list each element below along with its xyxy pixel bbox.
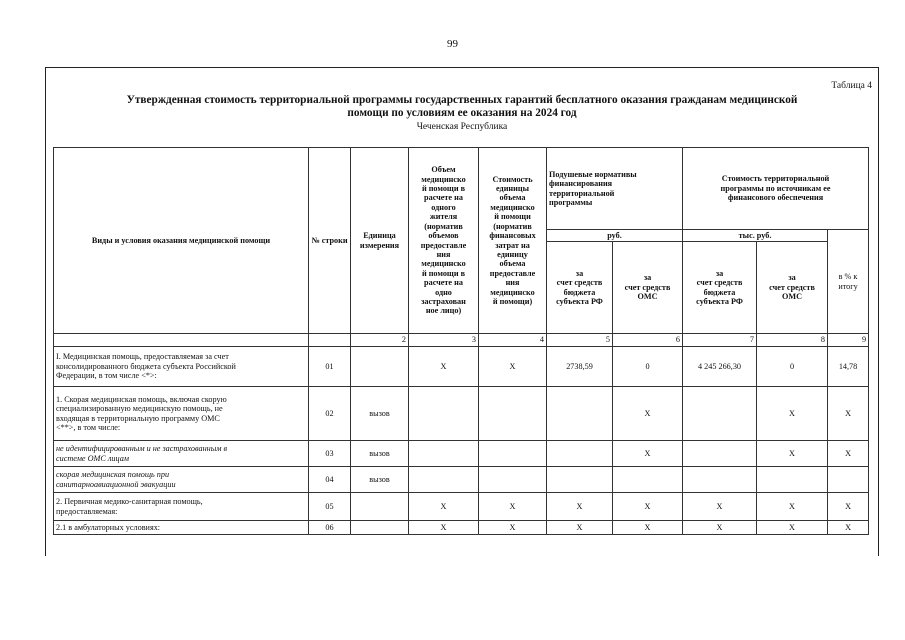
column-number-row [54, 334, 869, 347]
value-cell [683, 467, 757, 493]
header-oms-rub [613, 242, 683, 334]
column-number-cell: 4 [479, 334, 547, 347]
column-number-cell: 3 [409, 334, 479, 347]
row-label-line: 1. Скорая медицинская помощь, включая скорую [56, 394, 227, 404]
budget-thous-header-line: за [715, 268, 724, 278]
row-label-line: <**>, в том числе: [56, 422, 121, 432]
program-cost-header-line: программы по источникам ее [720, 183, 831, 193]
table-label: Таблица 4 [831, 81, 872, 91]
value-cell: X [479, 493, 547, 521]
header-oms-thous [757, 242, 828, 334]
program-cost-header-line: Стоимость территориальной [721, 174, 830, 184]
value-cell: X [613, 387, 683, 441]
value-cell: X [828, 493, 869, 521]
column-number-cell: 5 [547, 334, 613, 347]
oms-thous-header-line: за [788, 273, 796, 283]
unit-cost-header-line: й помощи) [492, 296, 533, 306]
value-cell: X [757, 521, 828, 535]
value-cell: 0 [757, 347, 828, 387]
cost-table [53, 147, 869, 535]
value-cell [479, 441, 547, 467]
column-number-cell: 6 [613, 334, 683, 347]
row-label-line: скорая медицинская помощь при [56, 470, 170, 480]
row-label-line: 2.1 в амбулаторных условиях: [56, 522, 161, 532]
volume-header-line: расчете на [424, 278, 463, 288]
value-cell: X [613, 521, 683, 535]
value-cell [613, 467, 683, 493]
row-label-line: системе ОМС лицам [56, 453, 130, 463]
unit-cost-header-line: единицы [496, 184, 529, 194]
volume-header-line: Объем [431, 165, 456, 175]
volume-header-line: одно [435, 287, 452, 297]
value-cell [409, 441, 479, 467]
table-row [54, 493, 869, 521]
budget-rub-header-line: за [575, 268, 584, 278]
header-program-cost-group [683, 148, 869, 230]
budget-thous-header-line: субъекта РФ [696, 296, 743, 306]
column-number-cell: 9 [828, 334, 869, 347]
program-cost-header-line: финансового обеспечения [727, 193, 824, 203]
unit-cost-header-line: предоставле [489, 268, 536, 278]
volume-header-line: застрахован [421, 296, 466, 306]
value-cell: X [409, 347, 479, 387]
value-cell: 0 [613, 347, 683, 387]
unit-cell [351, 347, 409, 387]
table-row [54, 521, 869, 535]
budget-rub-header-line: бюджета [563, 287, 596, 297]
row-label [54, 521, 309, 535]
page-number: 99 [447, 38, 458, 50]
table-row [54, 387, 869, 441]
value-cell [547, 387, 613, 441]
row-label-line: входящая в территориальную программу ОМС [56, 413, 220, 423]
row-label [54, 347, 309, 387]
oms-rub-header-line: счет средств [624, 282, 671, 292]
value-cell [683, 441, 757, 467]
value-cell: X [828, 521, 869, 535]
value-cell: 2738,59 [547, 347, 613, 387]
value-cell: 14,78 [828, 347, 869, 387]
unit-cell: вызов [351, 467, 409, 493]
value-cell: X [683, 493, 757, 521]
value-cell [547, 441, 613, 467]
unit-cost-header-line: медицинско [490, 287, 535, 297]
row-label-line: I. Медицинская помощь, предоставляемая за счет [56, 352, 229, 362]
volume-header-line: расчете на [424, 193, 463, 203]
value-cell: 4 245 266,30 [683, 347, 757, 387]
region-name: Чеченская Республика [416, 122, 508, 132]
column-number-cell [54, 334, 309, 347]
row-label [54, 387, 309, 441]
per-capita-header-line: программы [549, 197, 593, 207]
header-kinds: Виды и условия оказания медицинской помощи [54, 148, 309, 334]
volume-header-line: объемов [428, 231, 459, 241]
value-cell: X [479, 347, 547, 387]
budget-thous-header-line: счет средств [696, 278, 743, 288]
value-cell: X [613, 441, 683, 467]
value-cell: X [613, 493, 683, 521]
volume-header-line: ния [436, 249, 451, 259]
value-cell: X [479, 521, 547, 535]
volume-header-line: й помощи в [421, 184, 466, 194]
table-row [54, 347, 869, 387]
header-budget-thous [683, 242, 757, 334]
value-cell: X [409, 493, 479, 521]
row-number-cell: 02 [309, 387, 351, 441]
document-title [46, 94, 878, 120]
budget-thous-header-line: бюджета [703, 287, 736, 297]
row-label-line: не идентифицированным и не застрахованным в [56, 444, 228, 454]
oms-rub-header-line: за [643, 273, 652, 283]
value-cell: X [757, 441, 828, 467]
volume-header-line: жителя [429, 212, 458, 222]
volume-header-line: й помощи в [421, 268, 466, 278]
value-cell: X [757, 387, 828, 441]
row-label-line: 2. Первичная медико-санитарная помощь, [56, 497, 203, 507]
row-label-line: специализированную медицинскую помощь, не [56, 404, 223, 414]
unit-cost-header-line: объема [499, 259, 526, 269]
unit-cost-header-line: финансовых [489, 231, 536, 241]
table-row [54, 467, 869, 493]
header-unit-rub: руб. [547, 230, 683, 242]
document-frame [45, 67, 879, 556]
row-label [54, 493, 309, 521]
value-cell [409, 387, 479, 441]
volume-header-line: медицинско [421, 174, 466, 184]
column-number-cell: 2 [351, 334, 409, 347]
value-cell: X [547, 493, 613, 521]
per-capita-header-line: финансирования [549, 179, 613, 189]
unit-cell [351, 521, 409, 535]
row-number-cell: 03 [309, 441, 351, 467]
value-cell: X [757, 493, 828, 521]
percent-header-line: итогу [838, 281, 858, 291]
percent-header-line: в % к [838, 272, 858, 282]
row-label-line: предоставляемая: [56, 506, 118, 516]
value-cell: X [828, 441, 869, 467]
column-number-cell [309, 334, 351, 347]
oms-thous-header-line: счет средств [769, 282, 815, 292]
row-label [54, 467, 309, 493]
budget-rub-header-line: счет средств [556, 278, 603, 288]
row-label-line: консолидированного бюджета субъекта Российской [56, 361, 236, 371]
unit-cell: вызов [351, 441, 409, 467]
per-capita-header-line: Подушевые нормативы [549, 169, 637, 179]
row-number-cell: 04 [309, 467, 351, 493]
value-cell [757, 467, 828, 493]
unit-cost-header-line: ния [505, 278, 520, 288]
volume-header-line: предоставле [420, 240, 467, 250]
header-unit-thous-rub: тыс. руб. [683, 230, 828, 242]
volume-header-line: медицинско [421, 259, 466, 269]
unit-cost-header-line: Стоимость [492, 174, 533, 184]
row-number-cell: 01 [309, 347, 351, 387]
value-cell [479, 467, 547, 493]
unit-cost-header-line: (норматив [493, 221, 532, 231]
value-cell: X [683, 521, 757, 535]
volume-header-line: ное лицо) [425, 306, 462, 316]
row-number-cell: 05 [309, 493, 351, 521]
unit-cell [351, 493, 409, 521]
value-cell: X [547, 521, 613, 535]
unit-cost-header-line: й помощи [494, 212, 531, 222]
per-capita-header-line: территориальной [549, 188, 615, 198]
header-unit-cost [479, 148, 547, 334]
table-row [54, 441, 869, 467]
oms-thous-header-line: ОМС [782, 292, 803, 302]
budget-rub-header-line: субъекта РФ [556, 296, 603, 306]
header-per-capita-group [547, 148, 683, 230]
unit-cost-header-line: затрат на [495, 240, 530, 250]
row-label-line: санитарноавиационной эвакуации [56, 479, 176, 489]
row-label-line: Федерации, в том числе <*>: [56, 371, 157, 381]
row-number-cell: 06 [309, 521, 351, 535]
header-percent [828, 230, 869, 334]
column-number-cell: 7 [683, 334, 757, 347]
header-budget-rub [547, 242, 613, 334]
unit-cell: вызов [351, 387, 409, 441]
column-number-cell: 8 [757, 334, 828, 347]
table-body [54, 347, 869, 535]
value-cell [828, 467, 869, 493]
title-line-1: Утвержденная стоимость территориальной программы государственных гарантий бесплатного оказания гражданам медицинской [126, 94, 798, 106]
unit-cost-header-line: единицу [497, 249, 528, 259]
header-unit: Единица измерения [351, 148, 409, 334]
row-label [54, 441, 309, 467]
value-cell [547, 467, 613, 493]
volume-header-line: (норматив [424, 221, 463, 231]
unit-cost-header-line: объема [499, 193, 526, 203]
unit-cost-header-line: медицинско [490, 202, 535, 212]
oms-rub-header-line: ОМС [637, 292, 658, 302]
value-cell [479, 387, 547, 441]
volume-header-line: одного [431, 202, 456, 212]
title-line-2: помощи по условиям ее оказания на 2024 год [347, 107, 577, 119]
header-volume [409, 148, 479, 334]
value-cell: X [828, 387, 869, 441]
value-cell [409, 467, 479, 493]
value-cell [683, 387, 757, 441]
value-cell: X [409, 521, 479, 535]
header-row-number: № строки [309, 148, 351, 334]
